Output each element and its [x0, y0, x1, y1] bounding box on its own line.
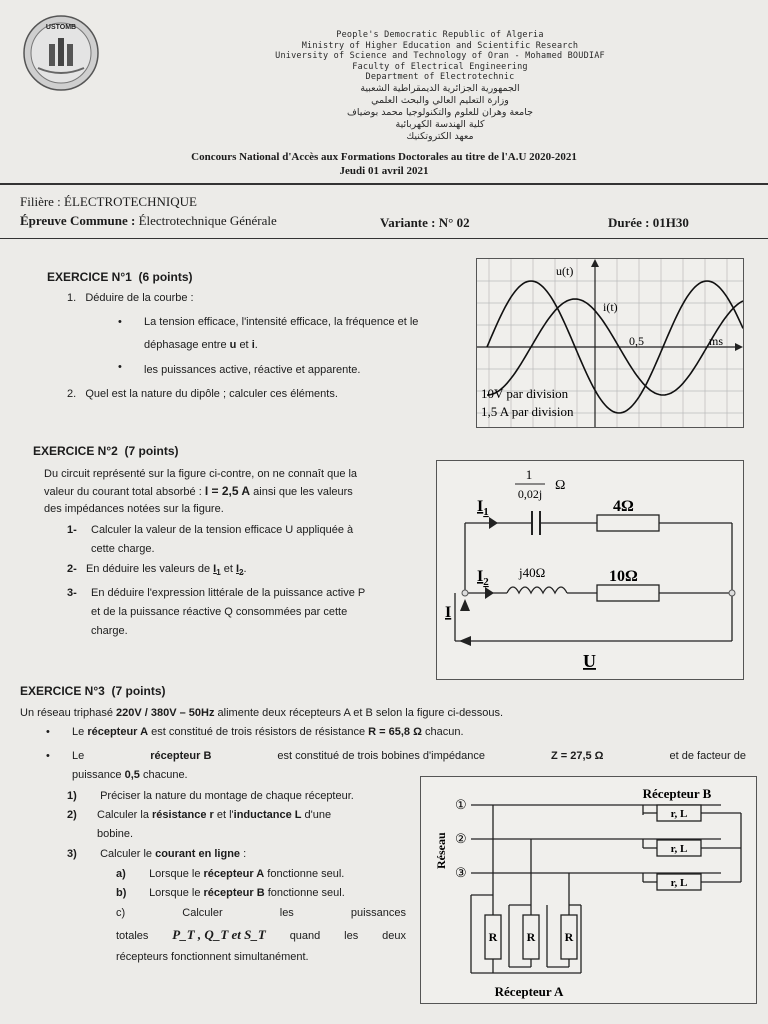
resistor-label: R [564, 930, 574, 944]
i1-main: I [477, 498, 484, 515]
ex2-q2-i2-sub: 2 [239, 568, 244, 578]
ex2-circuit-svg [437, 461, 743, 679]
ex1-points: (6 points) [138, 270, 193, 284]
ex3-q1-num: 1) [67, 790, 77, 802]
ex2-q2-end: . [243, 563, 247, 575]
concours-line: Concours National d'Accès aux Formations Doctorales au titre de l'A.U 2020-2021 [191, 151, 577, 163]
ex3-qa-end: fonctionne seul. [267, 868, 345, 880]
bullet-icon: • [118, 316, 122, 328]
ex2-intro-line3: des impédances notées sur la figure. [44, 503, 224, 515]
y-axis-arrow [591, 259, 599, 267]
ex2-q1 [67, 521, 427, 559]
ex3-b2-end: chacune. [142, 769, 188, 781]
ex2-points: (7 points) [124, 444, 179, 458]
filiere-value: ÉLECTROTECHNIQUE [64, 194, 197, 209]
i2-arrow-icon [485, 587, 494, 599]
ex1-graph-svg [477, 259, 743, 427]
filiere-label: Filière : [20, 194, 61, 209]
ex2-q1-line2: cette charge. [91, 543, 155, 555]
ex2-q3 [67, 584, 427, 641]
ex3-intro [20, 704, 760, 723]
variante-label: Variante : [380, 215, 436, 230]
ex1-q1 [67, 289, 194, 308]
i1-label [477, 498, 489, 518]
header-line: People's Democratic Republic of Algeria [336, 30, 544, 40]
ex2-q3-line3: charge. [91, 625, 128, 637]
ex3-qb-end: fonctionne seul. [267, 887, 345, 899]
node-left [462, 590, 468, 596]
ex3-qa-bold: récepteur A [203, 868, 265, 880]
phase-2-label: ② [455, 831, 467, 846]
header-line: Department of Electrotechnic [365, 72, 515, 82]
ex3-qc-l2-b: quand [289, 930, 321, 942]
epreuve-label: Épreuve Commune : [20, 213, 136, 228]
ex3-q2-l: inductance L [233, 809, 302, 821]
tick-label: 0,5 [629, 334, 644, 348]
ex2-q2-et: et [223, 563, 233, 575]
duree-value: 01H30 [652, 215, 689, 230]
logo-text: USTOMB [45, 24, 77, 31]
ex3-qa-num: a) [116, 868, 126, 880]
scale-amp: 1,5 A par division [481, 404, 574, 419]
ex3-a-end: chacun. [424, 726, 464, 738]
ex3-qc-w3: puissances [350, 907, 406, 919]
coil-label: r, L [670, 843, 688, 855]
ex1-b1-et: et [239, 339, 249, 351]
ex3-q2-c: d'une [304, 809, 332, 821]
meta-divider [0, 238, 768, 239]
ex1-bullet2 [118, 361, 468, 380]
ex3-intro-c: alimente deux récepteurs A et B selon la figure ci-dessous. [217, 707, 504, 719]
header-line: Ministry of Higher Education and Scientific Research [301, 40, 579, 51]
ex2-circuit [436, 460, 744, 680]
header-line-ar: وزارة التعليم العالي والبحث العلمي [371, 95, 509, 106]
i1-sub: 1 [483, 506, 489, 518]
ex2-q2-text: En déduire les valeurs de [85, 563, 211, 575]
ex3-a-pre: Le [72, 726, 85, 738]
phase-1-label: ① [455, 797, 467, 812]
ex3-a-val: R = 65,8 Ω [368, 726, 422, 738]
r1-label: 4Ω [613, 498, 634, 515]
ex2-intro-line1: Du circuit représenté sur la figure ci-contre, on ne connaît que la [44, 468, 358, 480]
i2-main: I [477, 568, 484, 585]
ex3-intro-a: Un réseau triphasé [20, 707, 113, 719]
ex1-b1-line1: La tension efficace, l'intensité efficace, la fréquence et le [144, 316, 419, 328]
ex3-qa-a: Lorsque le [149, 868, 201, 880]
header-line-ar: معهد الكتروتكنيك [406, 131, 474, 142]
ex3-q3-end: : [243, 848, 247, 860]
unit-label: ms [709, 334, 724, 348]
ex3-qc-w1: Calculer [182, 907, 223, 919]
ex1-title-text: EXERCICE N°1 [47, 270, 132, 284]
ex3-a-bold: récepteur A [87, 726, 149, 738]
ex3-qc-w2: les [279, 907, 294, 919]
coil-label: r, L [670, 808, 688, 820]
i2-label [477, 568, 489, 588]
ex3-qc-l2-a: totales [116, 930, 149, 942]
bullet-icon: • [118, 361, 122, 373]
ex3-b-mid: est constitué de trois bobines d'impédance [277, 750, 485, 762]
header-english [200, 30, 680, 83]
ex2-q2-num: 2- [67, 563, 77, 575]
ex3-title-text: EXERCICE N°3 [20, 684, 105, 698]
ex2-intro [44, 466, 434, 518]
date-line: Jeudi 01 avril 2021 [339, 165, 429, 177]
ex1-q2 [67, 385, 338, 404]
ex3-qa [116, 865, 344, 884]
ex1-b1-text: déphasage entre [144, 339, 227, 351]
ex3-qc-l2-c: les [344, 930, 359, 942]
ex1-b1-dot: . [254, 339, 258, 351]
ex3-b-end: et de facteur de [669, 750, 746, 762]
duree-label: Durée : [608, 215, 650, 230]
ex3-qb [116, 884, 345, 903]
recepteur-b-label: Récepteur B [642, 786, 712, 801]
cap-num: 1 [525, 467, 533, 482]
ex1-q1-num: 1. [67, 292, 77, 304]
ex3-qc-math: P_T , Q_T et S_T [172, 927, 266, 942]
university-logo [22, 14, 100, 92]
scale-volt: 10V par division [481, 386, 569, 401]
bullet-icon: • [46, 726, 50, 738]
ex2-intro-line2 [44, 483, 434, 501]
ex3-figure-svg [421, 777, 756, 1003]
ex2-q2-i2 [235, 563, 244, 578]
ex3-b-bold: récepteur B [150, 750, 212, 762]
graph-grid [477, 259, 743, 427]
ex3-q2-line2: bobine. [97, 828, 134, 840]
ex1-q2-text: Quel est la nature du dipôle ; calculer ces éléments. [85, 388, 338, 400]
variante-value: N° 02 [438, 215, 470, 230]
u-arrow-icon [459, 636, 471, 646]
ex1-oscillogram [476, 258, 744, 428]
ex2-q1-num: 1- [67, 524, 77, 536]
ex3-qc [116, 903, 406, 968]
ex1-bullet1 [118, 313, 468, 355]
header-arabic [200, 83, 680, 143]
header-line-ar: جامعة وهران للعلوم والتكنولوجيا محمد بوضياف [346, 107, 533, 118]
ex3-qc-num: c) [116, 907, 126, 919]
phase-3-label: ③ [455, 865, 467, 880]
ex3-q2 [67, 806, 417, 844]
ex1-title [47, 270, 193, 284]
recepteur-a-label: Récepteur A [494, 984, 564, 999]
variante [380, 215, 470, 231]
ind-label: j40Ω [519, 565, 546, 580]
r2-label: 10Ω [609, 568, 638, 585]
ex1-b1-u: u [229, 339, 237, 351]
ex2-q2-i1-main: I [213, 563, 217, 575]
ex2-q2-i2-main: I [235, 563, 240, 575]
ex3-q3-num: 3) [67, 848, 77, 860]
ex3-q2-r: résistance r [152, 809, 214, 821]
i2-sub: 2 [483, 576, 489, 588]
reseau-label: Réseau [434, 832, 448, 869]
ex2-q3-line2: et de la puissance réactive Q consommées par cette [91, 606, 348, 618]
u-label: u(t) [556, 264, 574, 278]
header-line: University of Science and Technology of Oran - Mohamed BOUDIAF [275, 51, 605, 61]
ex3-q2-b: et l' [216, 809, 234, 821]
ex3-b2-val: 0,5 [124, 769, 140, 781]
ex3-q3-bold: courant en ligne [155, 848, 241, 860]
ex3-q1-text: Préciser la nature du montage de chaque récepteur. [100, 790, 354, 802]
i-arrow-icon [460, 599, 470, 611]
coil-label: r, L [670, 877, 688, 889]
ex1-q1-text: Déduire de la courbe : [85, 292, 194, 304]
ex3-points: (7 points) [111, 684, 166, 698]
ex2-intro2-eq: I = 2,5 A [204, 484, 251, 498]
ex3-q2-a: Calculer la [97, 809, 149, 821]
ex2-intro2-a: valeur du courant total absorbé : [44, 486, 202, 498]
ex1-q2-num: 2. [67, 388, 77, 400]
ex3-qb-a: Lorsque le [149, 887, 201, 899]
ex3-qc-l3: récepteurs fonctionnent simultanément. [116, 951, 309, 963]
ex3-b-z: Z = 27,5 Ω [550, 750, 604, 762]
node-right [729, 590, 735, 596]
header-divider [0, 183, 768, 185]
ex3-q2-num: 2) [67, 809, 77, 821]
ex3-b2-pre: puissance [72, 769, 122, 781]
ex2-title [33, 444, 179, 458]
ex3-intro-b: 220V / 380V – 50Hz [116, 707, 215, 719]
ex2-q2-i1-sub: 1 [216, 568, 221, 578]
filiere [20, 194, 197, 210]
ex2-q3-num: 3- [67, 587, 77, 599]
i-label: I [445, 604, 452, 621]
header-line-ar: كلية الهندسة الكهربائية [395, 119, 485, 130]
ex1-b1-i: i [251, 339, 255, 351]
header-line-ar: الجمهورية الجزائرية الديمقراطية الشعبية [360, 83, 520, 94]
ex2-q2 [67, 560, 247, 582]
ex1-b2-text: les puissances active, réactive et apparente. [144, 364, 361, 376]
resistor-label: R [526, 930, 536, 944]
i1-arrow-icon [489, 517, 498, 529]
header-line: Faculty of Electrical Engineering [352, 61, 528, 72]
duree [608, 215, 689, 231]
ex1-b1-line2 [144, 336, 468, 355]
ex3-a-mid: est constitué de trois résistors de résistance [151, 726, 366, 738]
ex2-q2-i1 [213, 563, 221, 578]
ex3-bullet-a [46, 723, 746, 742]
cap-den: 0,02j [517, 487, 543, 501]
ex3-b-pre: Le [72, 750, 85, 762]
x-axis-arrow [735, 343, 743, 351]
ex3-qc-l2-d: deux [382, 930, 406, 942]
ex2-q3-line1: En déduire l'expression littérale de la puissance active P [91, 587, 366, 599]
u-label: U [583, 651, 596, 671]
ex2-intro2-b: ainsi que les valeurs [253, 486, 353, 498]
ex3-q3-a: Calculer le [100, 848, 153, 860]
i-label: i(t) [603, 300, 618, 314]
ex2-q1-line1: Calculer la valeur de la tension efficace U appliquée à [91, 524, 354, 536]
ex3-title [20, 684, 166, 698]
ex3-qb-bold: récepteur B [203, 887, 265, 899]
ex3-figure [420, 776, 757, 1004]
epreuve [20, 213, 277, 229]
resistor-label: R [488, 930, 498, 944]
bullet-icon: • [46, 750, 50, 762]
ex3-q3 [67, 845, 246, 864]
ex2-title-text: EXERCICE N°2 [33, 444, 118, 458]
cap-ohm: Ω [555, 478, 566, 493]
ex3-q1 [67, 787, 354, 806]
ex3-qb-num: b) [116, 887, 127, 899]
epreuve-value: Électrotechnique Générale [138, 213, 277, 228]
